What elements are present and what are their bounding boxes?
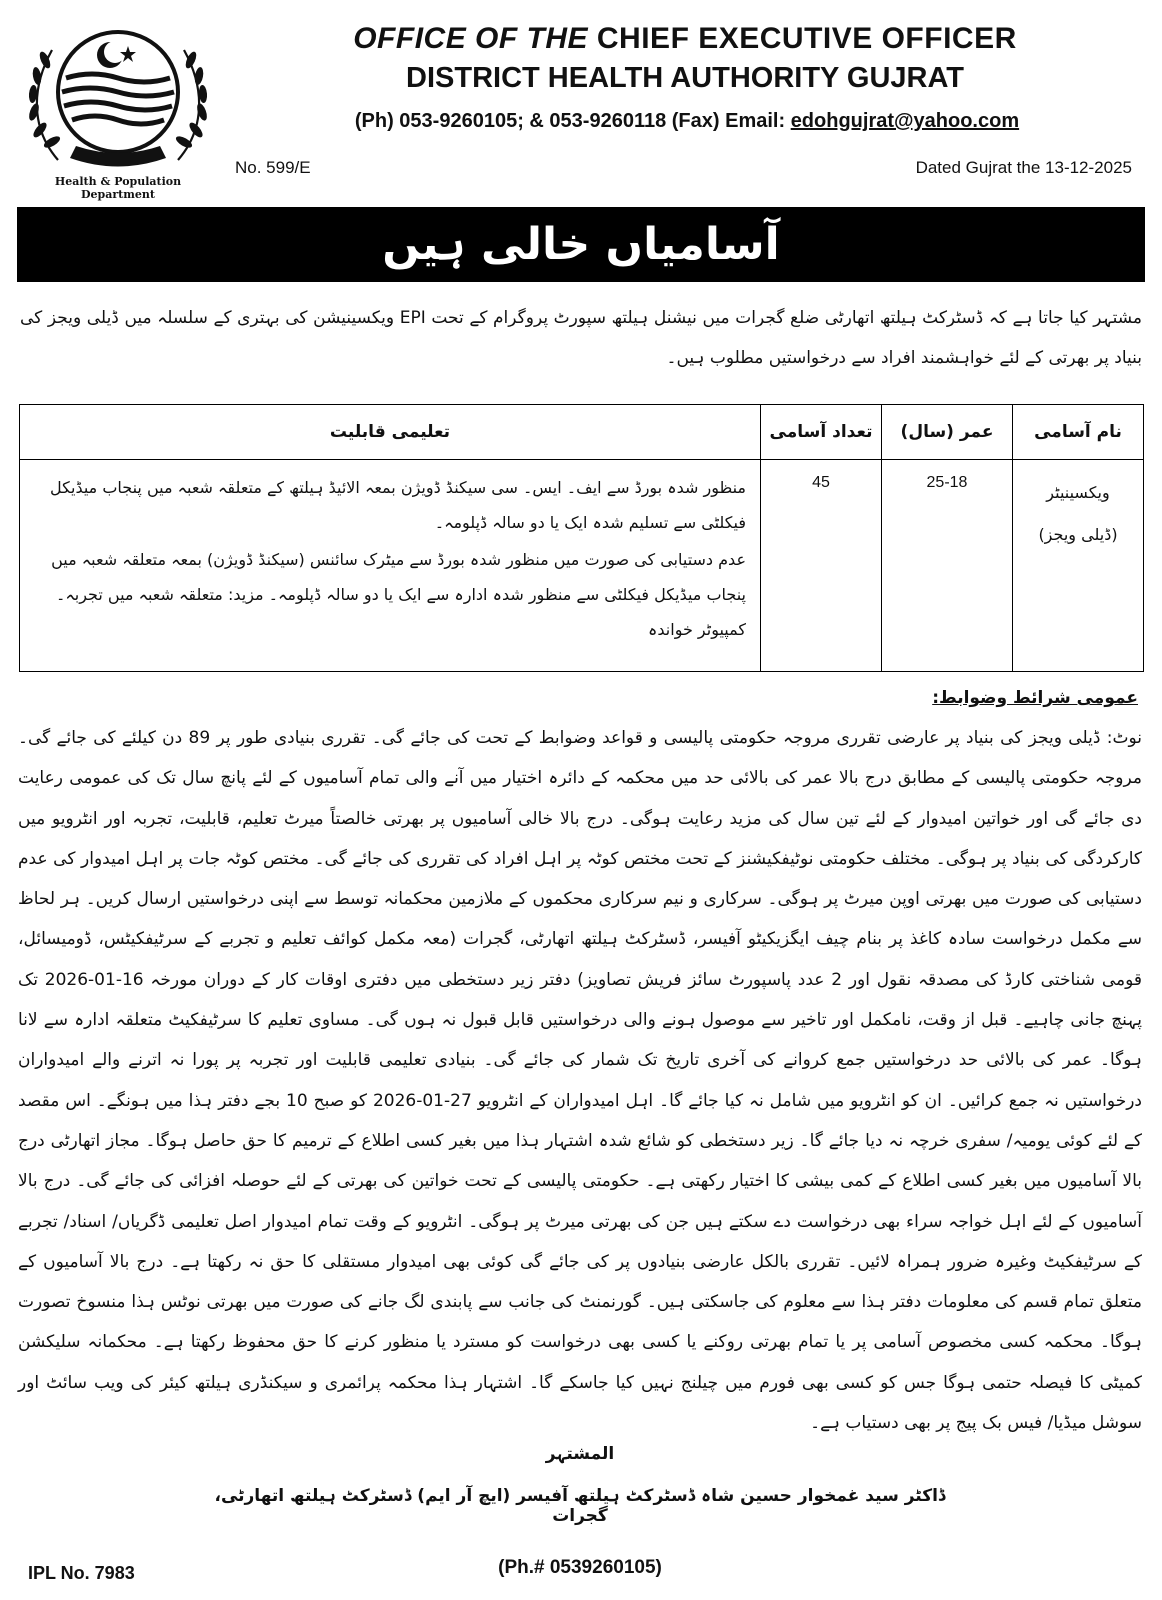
contact-line: [262, 110, 1112, 133]
table-header-row: [20, 405, 1144, 460]
cell-qualification: [20, 460, 761, 672]
office-title-rest: CHIEF EXECUTIVE OFFICER: [596, 22, 1017, 55]
cell-age: [882, 460, 1013, 672]
header-age: عمر (سال): [882, 405, 1013, 460]
reference-number: No. 599/E: [235, 158, 311, 177]
cell-count: 45: [761, 460, 882, 672]
office-title-italic: OFFICE OF THE: [353, 22, 589, 55]
vacancy-banner: [17, 207, 1145, 282]
office-title: [260, 22, 1110, 56]
department-logo: [18, 20, 218, 201]
post-title: ویکسینیٹر: [1046, 483, 1110, 502]
intro-paragraph: مشتہر کیا جاتا ہے کہ ڈسٹرکٹ ہیلتھ اتھارٹی ضلع گجرات میں نیشنل ہیلتھ سپورٹ پروگرام کے تحت EPI ویکسینیشن کی بہتری کے سلسلہ میں ڈیلی ویجز کی بنیاد پر بھرتی کے لئے خواہشمند افراد سے درخواستیں مطلوب ہیں۔: [20, 308, 1142, 368]
issue-date: Dated Gujrat the 13-12-2025: [915, 158, 1132, 177]
punjab-emblem-icon: [18, 20, 218, 180]
banner-title: آسامیاں خالی ہیں: [382, 219, 780, 270]
logo-caption: Health & Population Department: [54, 175, 182, 201]
header-post: نام آسامی: [1013, 405, 1144, 460]
header-count: تعداد آسامی: [761, 405, 882, 460]
qualification-primary: منظور شدہ بورڈ سے ایف۔ ایس۔ سی سیکنڈ ڈویژن بمعہ الائیڈ ہیلتھ کے متعلقہ شعبہ میں پنجاب میڈیکل فیکلٹی سے تسلیم شدہ ایک یا دو سالہ ڈپلومہ۔: [50, 478, 746, 532]
terms-text: نوٹ: ڈیلی ویجز کی بنیاد پر عارضی تقرری مروجہ حکومتی پالیسی و قواعد وضوابط کے تحت کی جائے گی۔ تقرری بنیادی طور پر 89 دن کیلئے کی جائے گی۔ مروجہ حکومتی پالیسی کے مطابق درج بالا عمر کی بالائی حد میں محکمہ کے دائرہ اختیار میں آنے والی تمام آسامیوں کے لئے پانچ سال تک کی عمومی رعایت دی جائے گی اور خواتین امیدوار کے لئے تین سال کی مزید رعایت ہوگی۔ درج بالا خالی آسامیوں پر بھرتی خالصتاً میرٹ تعلیم، قابلیت، تجربہ اور انٹرویو میں کارکردگی کی بنیاد پر ہوگی۔ مختلف حکومتی نوٹیفکیشنز کے تحت مختص کوٹہ پر اہل افراد کی تقرری کی جائے گی۔ مختص کوٹہ جات پر اہل امیدوار کی عدم دستیابی کی صورت میں بھرتی اوپن میرٹ پر ہوگی۔ سرکاری و نیم سرکاری محکموں کے ملازمین محکمانہ توسط سے اپنی درخواستیں ارسال کریں۔ ہر لحاظ سے مکمل درخواست سادہ کاغذ پر بنام چیف ایگزیکیٹو آفیسر، ڈسٹرکٹ ہیلتھ اتھارٹی، گجرات (معہ مکمل کوائف تعلیم و تجربے کے سرٹیفکیٹس، ڈومیسائل، قومی شناختی کارڈ کی مصدقہ نقول اور 2 عدد پاسپورٹ سائز فریش تصاویز) دفتر زیر دستخطی میں دفتری اوقات کار کے دوران مورخہ 16-01-2026 تک پہنچ جانی چاہیے۔ قبل از وقت، نامکمل اور تاخیر سے موصول ہونے والی درخواستیں قابل قبول نہ ہوں گی۔ مساوی تعلیم کا سرٹیفکیٹ متعلقہ ادارہ سے لانا ہوگا۔ عمر کی بالائی حد درخواستیں جمع کروانے کی آخری تاریخ تک شمار کی جائے گی۔ بنیادی تعلیمی قابلیت اور تجربہ پر پورا نہ اترنے والے امیدواران درخواستیں نہ جمع کرائیں۔ ان کو انٹرویو میں شامل نہ کیا جائے گا۔ اہل امیدواران کے انٹرویو 27-01-2026 کو صبح 10 بجے دفتر ہذا میں ہونگے۔ اس مقصد کے لئے کوئی یومیہ/ سفری خرچہ نہ دیا جائے گا۔ زیر دستخطی کو شائع شدہ اشتہار ہذا میں بغیر کسی اطلاع کے ترمیم کا حق حاصل ہوگا۔ مجاز اتھارٹی درج بالا آسامیوں میں بغیر کسی اطلاع کے کمی بیشی کا اختیار رکھتی ہے۔ حکومتی پالیسی کے تحت خواتین کی بھرتی کے لئے حوصلہ افزائی کی جائے گی۔ درج بالا آسامیوں کے لئے اہل خواجہ سراء بھی درخواست دے سکتے ہیں جن کی بھرتی میرٹ پر ہوگی۔ انٹرویو کے وقت تمام امیدوار اصل تعلیمی ڈگریاں/ اسناد/ تجربے کے سرٹیفکیٹ وغیرہ ضرور ہمراہ لائیں۔ تقرری بالکل عارضی بنیادوں پر کی جائے گی کوئی بھی امیدوار مستقلی کا حق نہ رکھتا ہے۔ درج بالا آسامیوں کے متعلق تمام قسم کی معلومات دفتر ہذا سے معلوم کی جاسکتی ہیں۔ گورنمنٹ کی جانب سے پابندی لگ جانے کی صورت میں بھرتی نوٹس ہذا منسوخ تصورت ہوگا۔ محکمہ کسی مخصوص آسامی پر یا تمام بھرتی روکنے یا کسی بھی درخواست کو مسترد یا منظور کرنے کا حق محفوظ رکھتا ہے۔ محکمانہ سلیکشن کمیٹی کا فیصلہ حتمی ہوگا جس کو کسی بھی فورم میں چیلنج نہیں کیا جاسکے گا۔ اشتہار ہذا محکمہ پرائمری و سیکنڈری ہیلتھ کیئر کی ویب سائٹ اور سوشل میڈیا/ فیس بک پیج پر بھی دستیاب ہے۔: [18, 728, 1142, 1434]
cell-post: [1013, 460, 1144, 672]
footer-phone: (Ph.# 0539260105): [498, 1557, 662, 1578]
contact-phones: (Ph) 053-9260105; & 053-9260118 (Fax) Email:: [354, 110, 786, 132]
advertiser-label: المشتہر: [545, 1444, 615, 1464]
authority-title: DISTRICT HEALTH AUTHORITY GUJRAT: [406, 62, 964, 94]
table-row: [20, 460, 1144, 672]
qualification-alternative: عدم دستیابی کی صورت میں منظور شدہ بورڈ سے میٹرک سائنس (سیکنڈ ڈویژن) بمعہ متعلقہ شعبہ میں پنجاب میڈیکل فیکلٹی سے منظور شدہ ادارہ سے ایک یا دو سالہ ڈپلومہ۔ مزید: متعلقہ شعبہ میں تجربہ۔ کمپیوٹر خواندہ: [51, 550, 746, 639]
email-link[interactable]: edohgujrat@yahoo.com: [790, 110, 1020, 132]
header-qualification: تعلیمی قابلیت: [20, 405, 761, 460]
terms-body: [18, 718, 1142, 1443]
age-range: 25-18: [926, 474, 968, 491]
advertiser-name: ڈاکٹر سید غمخوار حسین شاہ ڈسٹرکٹ ہیلتھ آفیسر (ایچ آر ایم) ڈسٹرکٹ ہیلتھ اتھارٹی، گجرات: [214, 1486, 946, 1526]
terms-title: عمومی شرائط وضوابط:: [932, 688, 1138, 708]
post-type: (ڈیلی ویجز): [1038, 525, 1118, 544]
ipl-number: IPL No. 7983: [28, 1563, 135, 1583]
vacancy-table: [19, 404, 1144, 672]
